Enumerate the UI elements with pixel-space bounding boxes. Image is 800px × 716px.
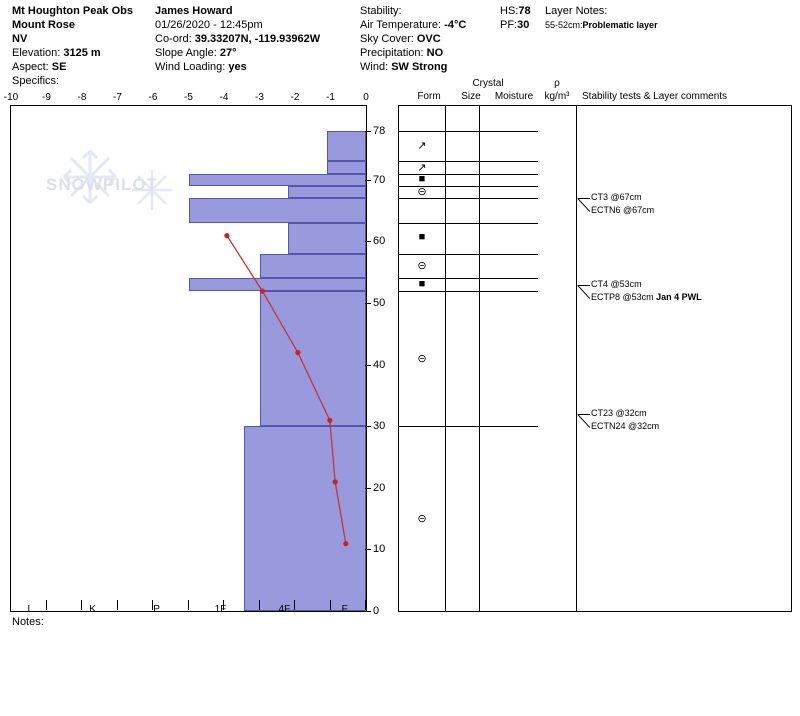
layer-divider [399,198,539,199]
height-tick-label: 60 [373,235,386,248]
layer-bar [244,426,366,611]
site-name: Mt Houghton Peak Obs [12,5,133,17]
stability-leader-line [578,414,590,415]
stability-test-note [591,192,642,202]
header-column-layer-notes [545,4,795,32]
observation-datetime: 01/26/2020 - 12:45pm [155,19,263,31]
hardness-scale-label: 4F [278,604,291,615]
stability-test-note [591,421,659,431]
crystal-form-symbol: ■ [418,231,426,244]
coord-label: Co-ord: [155,33,192,45]
layer-divider [399,291,539,292]
stability-test-label: CT23 @32cm [591,407,647,418]
notes-label: Notes: [12,616,44,628]
pf-value: 30 [517,19,530,31]
hardness-tick-label: -2 [290,92,300,103]
crystal-columns [398,105,540,612]
height-tick [365,426,371,427]
wind-value: SW Strong [391,61,448,73]
layer-bar [288,223,366,254]
hardness-tick-label: -1 [326,92,335,103]
crystal-divider-1 [445,106,446,611]
density-symbol-header: ρ [554,78,560,89]
stability-test-extra: Jan 4 PWL [653,291,702,302]
crystal-form-symbol: ↗ [417,161,427,174]
column-headers [396,78,796,104]
density-units-header: kg/m³ [544,91,570,102]
height-tick [365,611,371,612]
crystal-form-symbol: ■ [418,172,426,185]
air-temp-label: Air Temperature: [360,19,442,31]
hardness-tick-label: -10 [3,92,19,103]
crystal-form-symbol: ■ [418,277,426,290]
hardness-scale-label: F [341,604,348,615]
header-column-weather [360,4,500,74]
slope-angle-label: Slope Angle: [155,47,217,59]
height-tick [365,131,371,132]
layer-notes-title: Layer Notes: [545,5,608,17]
stability-test-note [591,279,642,289]
stability-test-note [591,205,654,215]
stability-test-label: ECTN24 @32cm [591,420,660,431]
height-tick [365,241,371,242]
stability-test-label: CT4 @53cm [591,278,642,289]
layer-divider [399,254,539,255]
stability-tests-header: Stability tests & Layer comments [582,91,728,102]
stability-leader-line [577,198,590,212]
aspect-value: SE [51,61,67,73]
hs-label: HS: [500,5,519,17]
sky-cover-label: Sky Cover: [360,33,414,45]
air-temp-value: -4°C [444,19,467,31]
hardness-tick-label: -8 [77,92,87,103]
crystal-form-symbol: ⊝ [417,260,427,273]
size-header: Size [461,91,481,102]
hardness-tick-label: -3 [255,92,264,103]
height-tick-label: 20 [373,481,386,494]
specifics-label: Specifics: [12,75,60,87]
height-tick [365,549,371,550]
layer-divider [399,426,539,427]
layer-divider [399,223,539,224]
height-tick [365,365,371,366]
stability-test-label: ECTN6 @67cm [591,205,655,216]
precipitation-label: Precipitation: [360,47,424,59]
hs-value: 78 [518,5,531,17]
stability-test-note [591,408,647,418]
layer-bar [327,131,366,162]
height-tick [365,488,371,489]
height-tick-label: 0 [373,605,380,617]
watermark-text: SNOWPILOT [46,175,158,194]
stability-leader-line [577,414,590,428]
pf-label: PF: [500,19,518,31]
snowpilot-watermark [40,135,220,225]
height-tick-label: 30 [373,420,386,433]
hardness-scale-label: P [153,604,160,615]
layer-divider [399,131,539,132]
density-column [538,105,577,612]
hardness-axis-labels [3,92,369,105]
crystal-form-symbol: ⊝ [417,512,427,525]
stability-column [576,105,792,612]
profile-header [0,0,800,90]
hardness-tick-label: 0 [363,92,369,103]
hardness-scale-labels [10,604,367,618]
stability-label: Stability: [360,5,402,17]
moisture-header: Moisture [494,91,534,102]
coord-value: 39.33207N, -119.93962W [194,33,321,45]
stability-test-label: ECTP8 @53cm [591,291,654,302]
height-axis [365,105,395,617]
stability-leader-line [578,285,590,286]
hardness-tick-label: -6 [148,92,158,103]
stability-test-label: CT3 @67cm [591,192,642,203]
height-tick-label: 70 [373,173,386,186]
header-column-hs-pf [500,4,545,32]
layer-bar [189,278,367,290]
area-name: Mount Rose [12,19,75,31]
height-tick-label: 40 [373,358,386,371]
layer-bar [260,291,367,426]
layer-bar [327,161,366,173]
crystal-form-symbol: ↗ [417,140,427,152]
precipitation-value: NO [426,47,444,59]
aspect-label: Aspect: [12,61,49,73]
crystal-form-symbol: ⊝ [417,352,427,365]
height-tick-label: 50 [373,297,386,310]
observer-name: James Howard [155,5,233,17]
height-tick-label: 10 [373,543,386,556]
header-column-location [12,4,152,88]
layer-note-text: Problematic layer [582,20,658,30]
hardness-scale-label: 1F [214,604,227,615]
elevation-value: 3125 m [63,47,101,59]
sky-cover-value: OVC [416,33,441,45]
layer-note-range: 55-52cm: [545,20,583,30]
height-tick [365,303,371,304]
wind-loading-label: Wind Loading: [155,61,226,73]
hardness-tick-label: -7 [113,92,122,103]
crystal-form-symbol: ⊝ [417,186,427,199]
stability-test-note [591,292,702,302]
state-name: NV [12,33,28,45]
hardness-tick-label: -9 [42,92,51,103]
header-column-observer [155,4,355,74]
crystal-divider-2 [479,106,480,611]
crystal-group-header: Crystal [472,78,504,89]
form-header: Form [417,91,441,102]
hardness-scale-label: K [89,604,96,615]
wind-loading-value: yes [228,61,247,73]
height-tick-label: 78 [373,124,386,137]
height-tick [365,180,371,181]
slope-angle-value: 27° [219,47,237,59]
layer-bar [288,186,366,198]
wind-label: Wind: [360,61,389,73]
hardness-tick-label: -5 [184,92,193,103]
hardness-scale-label: I [27,604,31,615]
hardness-tick-label: -4 [219,92,229,103]
elevation-label: Elevation: [12,47,61,59]
stability-leader-line [577,285,590,299]
layer-bar [260,254,367,279]
